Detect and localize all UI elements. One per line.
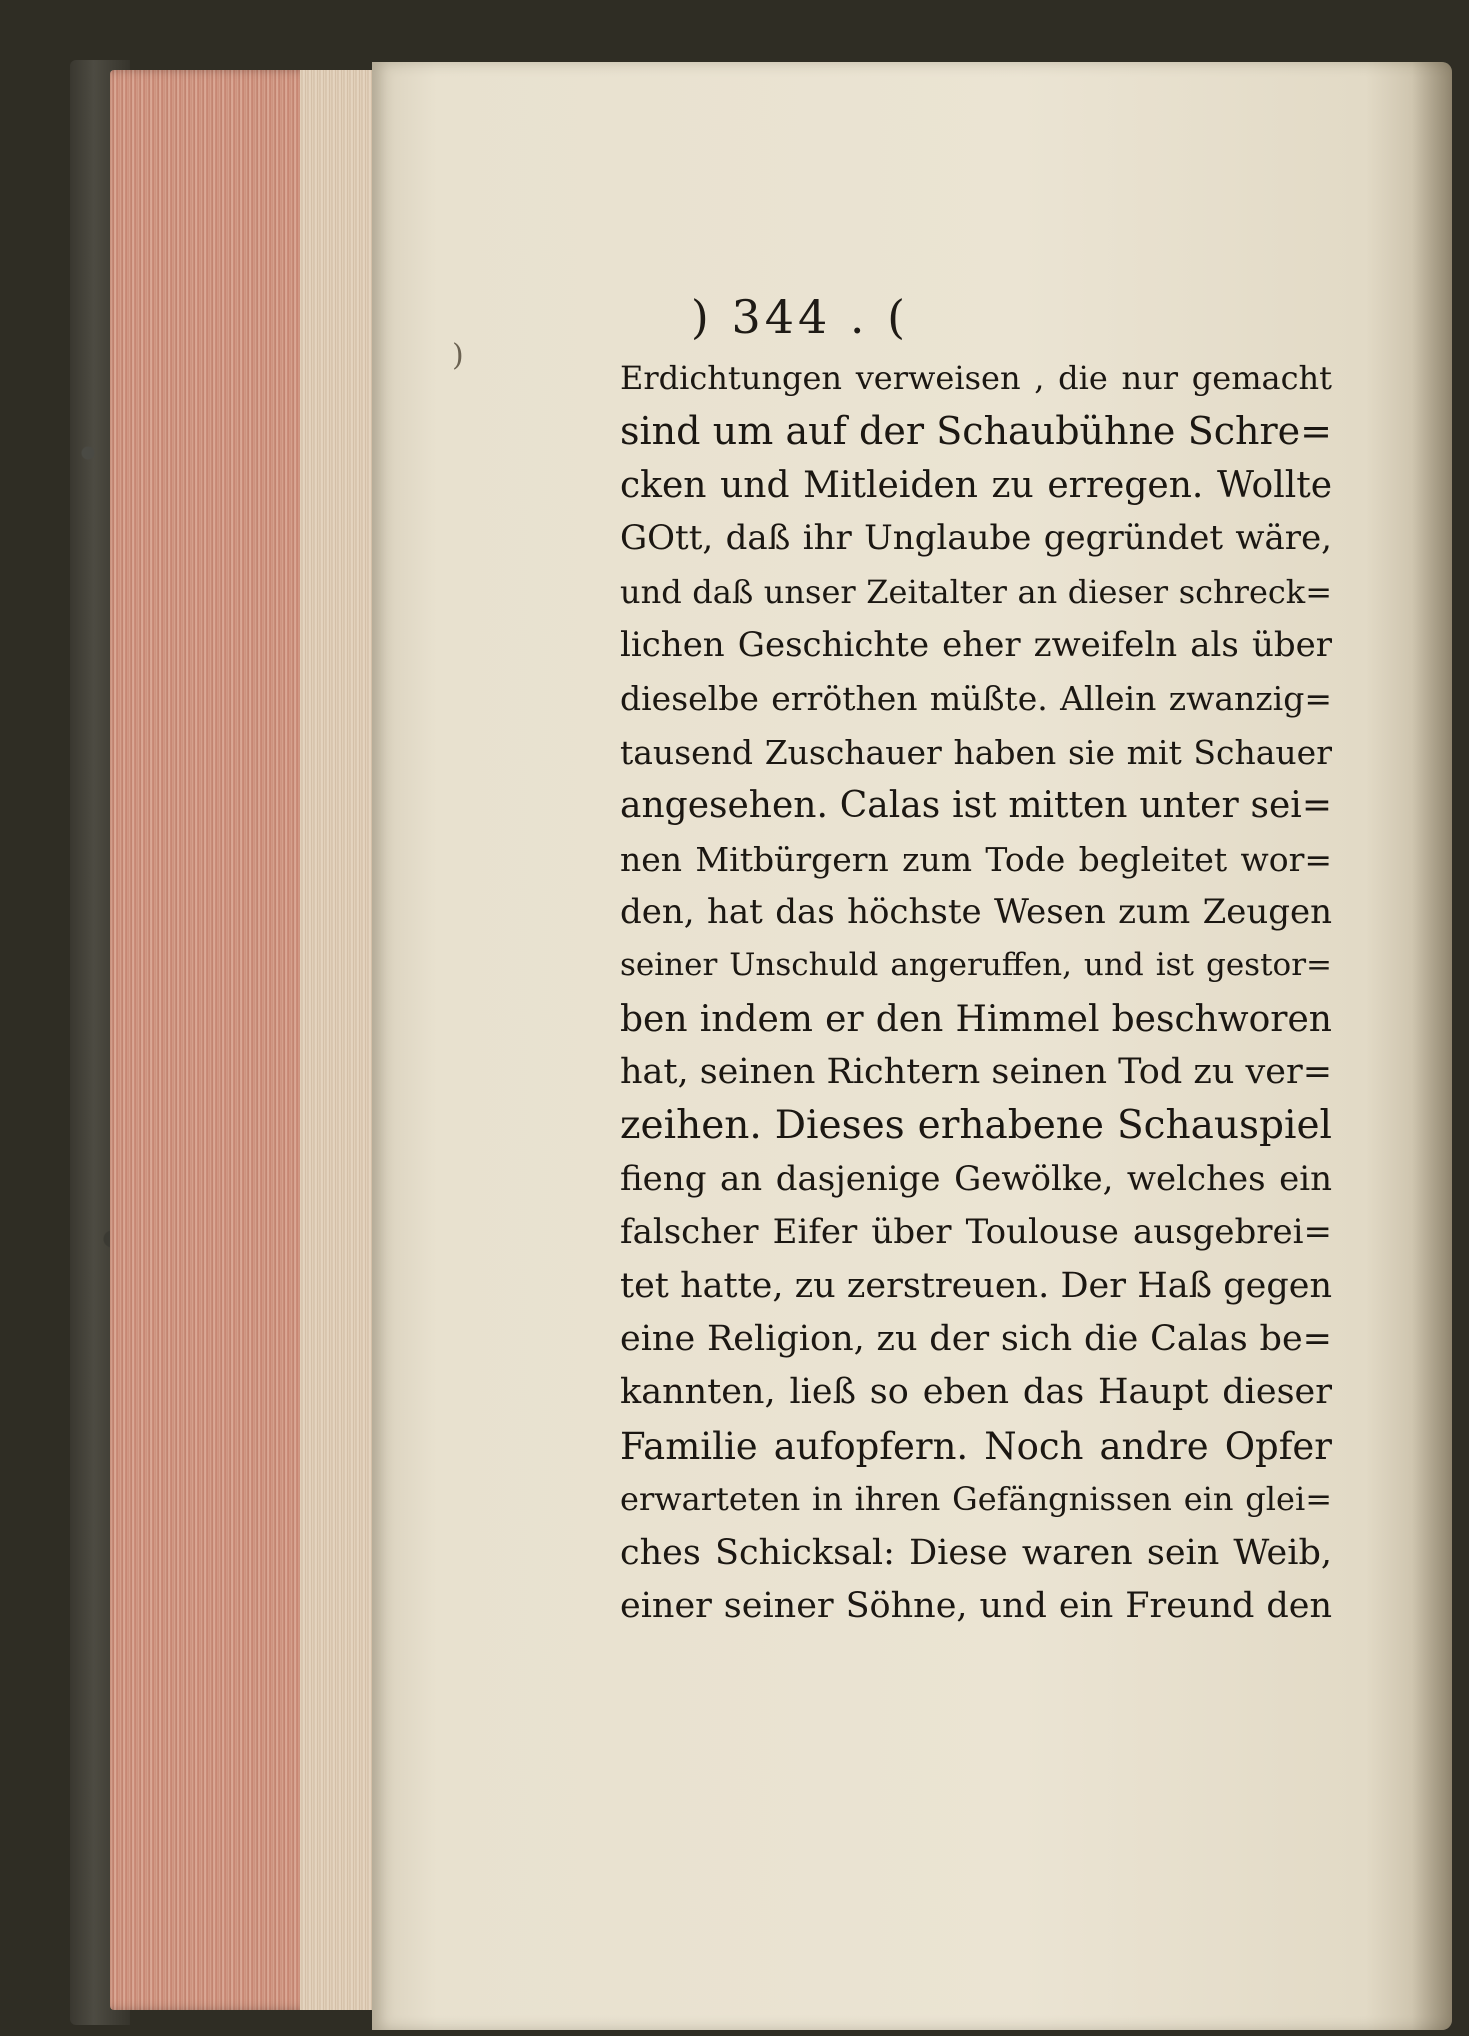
text-line: einer seiner Söhne, und ein Freund den — [620, 1585, 1332, 1626]
spine-shadow — [1412, 62, 1452, 2030]
text-line: tet hatte, zu zerstreuen. Der Haß gegen — [620, 1265, 1332, 1306]
text-line: fieng an dasjenige Gewölke, welches ein — [620, 1158, 1332, 1199]
text-line: kannten, ließ so eben das Haupt dieser — [620, 1372, 1332, 1413]
text-line: lichen Geschichte eher zweifeln als über — [620, 624, 1332, 665]
text-line: Familie aufopfern. Noch andre Opfer — [620, 1424, 1332, 1468]
text-line: Erdichtungen verweisen , die nur gemacht — [620, 359, 1332, 397]
text-line: GOtt, daß ihr Unglaube gegründet wäre, — [620, 518, 1332, 559]
text-line: erwarteten in ihren Gefängnissen ein glei= — [620, 1480, 1332, 1519]
text-line: den, hat das höchste Wesen zum Zeugen — [620, 891, 1332, 932]
text-line: cken und Mitleiden zu erregen. Wollte — [620, 464, 1332, 506]
text-line: tausend Zuschauer haben sie mit Schauer — [620, 732, 1332, 772]
text-line: nen Mitbürgern zum Tode begleitet wor= — [620, 839, 1332, 879]
text-line: ches Schicksal: Diese waren sein Weib, — [620, 1532, 1332, 1573]
body-text — [620, 352, 1332, 1633]
text-line: dieselbe erröthen müßte. Allein zwanzig= — [620, 679, 1332, 719]
text-line: falscher Eifer über Toulouse ausgebrei= — [620, 1212, 1332, 1253]
stray-mark: ) — [452, 338, 464, 373]
text-line: zeihen. Dieses erhabene Schauspiel — [620, 1103, 1332, 1149]
text-line: und daß unser Zeitalter an dieser schreck= — [620, 572, 1332, 611]
page-number-header: ) 344 . ( — [690, 290, 910, 344]
text-line: hat, seinen Richtern seinen Tod zu ver= — [620, 1052, 1332, 1093]
page-edges-light — [300, 70, 372, 2010]
text-line: sind um auf der Schaubühne Schre= — [620, 409, 1332, 454]
text-line: ben indem er den Himmel beschworen — [620, 998, 1332, 1040]
text-line: angesehen. Calas ist mitten unter sei= — [620, 785, 1332, 827]
text-line: eine Religion, zu der sich die Calas be= — [620, 1319, 1332, 1360]
text-line: seiner Unschuld angeruffen, und ist gestor= — [620, 947, 1332, 984]
